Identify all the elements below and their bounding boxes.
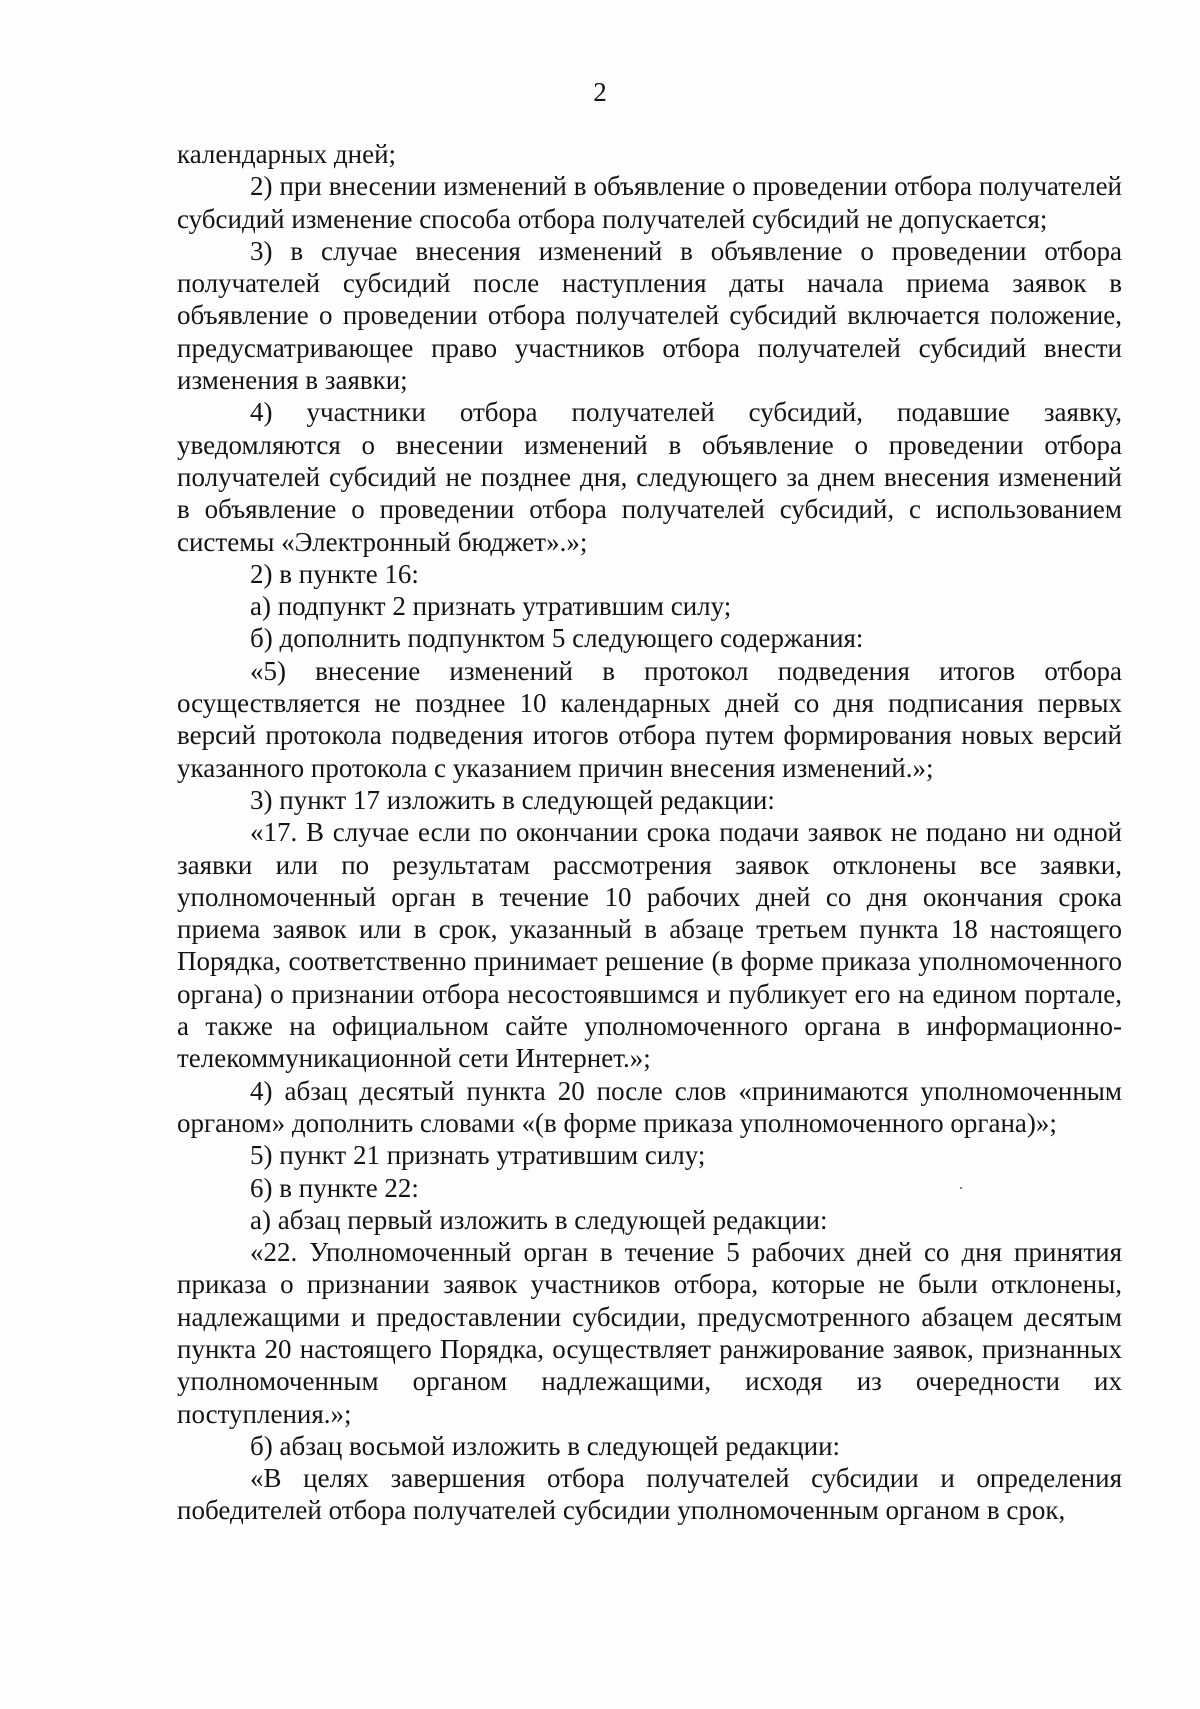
paragraph-quote-17: «17. В случае если по окончании срока подачи заявок не подано ни одной заявки или по результатам рассмотрения заявок отклонены все заявки, уполномоченный орган в течение 10 рабочих дней со дня окончания срока приема заявок или в срок, указанный в абзаце третьем пункта 18 настоящего Порядка, соответственно принимает решение (в форме приказа уполномоченного органа) о признании отбора несостоявшимся и публикует его на едином портале, а также на официальном сайте уполномоченного органа в информационно-телекоммуникационной сети Интернет.»;	[177, 817, 1122, 1074]
paragraph-subitem-a-22: а) абзац первый изложить в следующей редакции:	[250, 1204, 828, 1235]
paragraph-item-5: 5) пункт 21 признать утратившим силу;	[250, 1140, 706, 1171]
paragraph-subitem-b: б) дополнить подпунктом 5 следующего содержания:	[250, 623, 864, 654]
paragraph-quote-5: «5) внесение изменений в протокол подведения итогов отбора осуществляется не позднее 10 календарных дней со дня подписания первых версий протокола подведения итогов отбора путем формирования новых версий указанного протокола с указанием причин внесения изменений.»;	[177, 655, 1122, 783]
paragraph-item-4: 4) участники отбора получателей субсидий, подавшие заявку, уведомляются о внесении изменений в объявление о проведении отбора получателей субсидий не позднее дня, следующего за днем внесения изменений в объявление о проведении отбора получателей субсидий, с использованием системы «Электронный бюджет».»;	[177, 397, 1122, 557]
paragraph-item-6: 6) в пункте 22:	[250, 1172, 419, 1203]
paragraph-item-3: 3) в случае внесения изменений в объявление о проведении отбора получателей субсидий после наступления даты начала приема заявок в объявление о проведении отбора получателей субсидий включается положение, предусматривающее право участников отбора получателей субсидий внести изменения в заявки;	[177, 235, 1122, 396]
page-number: 2	[593, 77, 607, 107]
paragraph-subitem-b-22: б) абзац восьмой изложить в следующей редакции:	[250, 1430, 841, 1461]
paragraph-point-16: 2) в пункте 16:	[250, 558, 419, 589]
paragraph-quote-final: «В целях завершения отбора получателей субсидии и определения победителей отбора получателей субсидии уполномоченным органом в срок,	[177, 1463, 1122, 1526]
scan-artifact	[960, 1187, 962, 1189]
paragraph-continuation: календарных дней;	[177, 139, 397, 169]
paragraph-item-4-point-20: 4) абзац десятый пункта 20 после слов «принимаются уполномоченным органом» дополнить словами «(в форме приказа уполномоченного органа)»;	[177, 1075, 1122, 1138]
paragraph-point-17: 3) пункт 17 изложить в следующей редакции:	[250, 784, 775, 815]
paragraph-subitem-a: а) подпункт 2 признать утратившим силу;	[250, 591, 732, 622]
paragraph-item-2: 2) при внесении изменений в объявление о проведении отбора получателей субсидий изменение способа отбора получателей субсидий не допускается;	[177, 171, 1122, 234]
document-body	[177, 138, 1122, 1527]
paragraph-quote-22: «22. Уполномоченный орган в течение 5 рабочих дней со дня принятия приказа о признании заявок участников отбора, которые не были отклонены, надлежащими и предоставлении субсидии, предусмотренного абзацем десятым пункта 20 настоящего Порядка, осуществляет ранжирование заявок, признанных уполномоченным органом надлежащими, исходя из очередности их поступления.»;	[177, 1237, 1122, 1429]
